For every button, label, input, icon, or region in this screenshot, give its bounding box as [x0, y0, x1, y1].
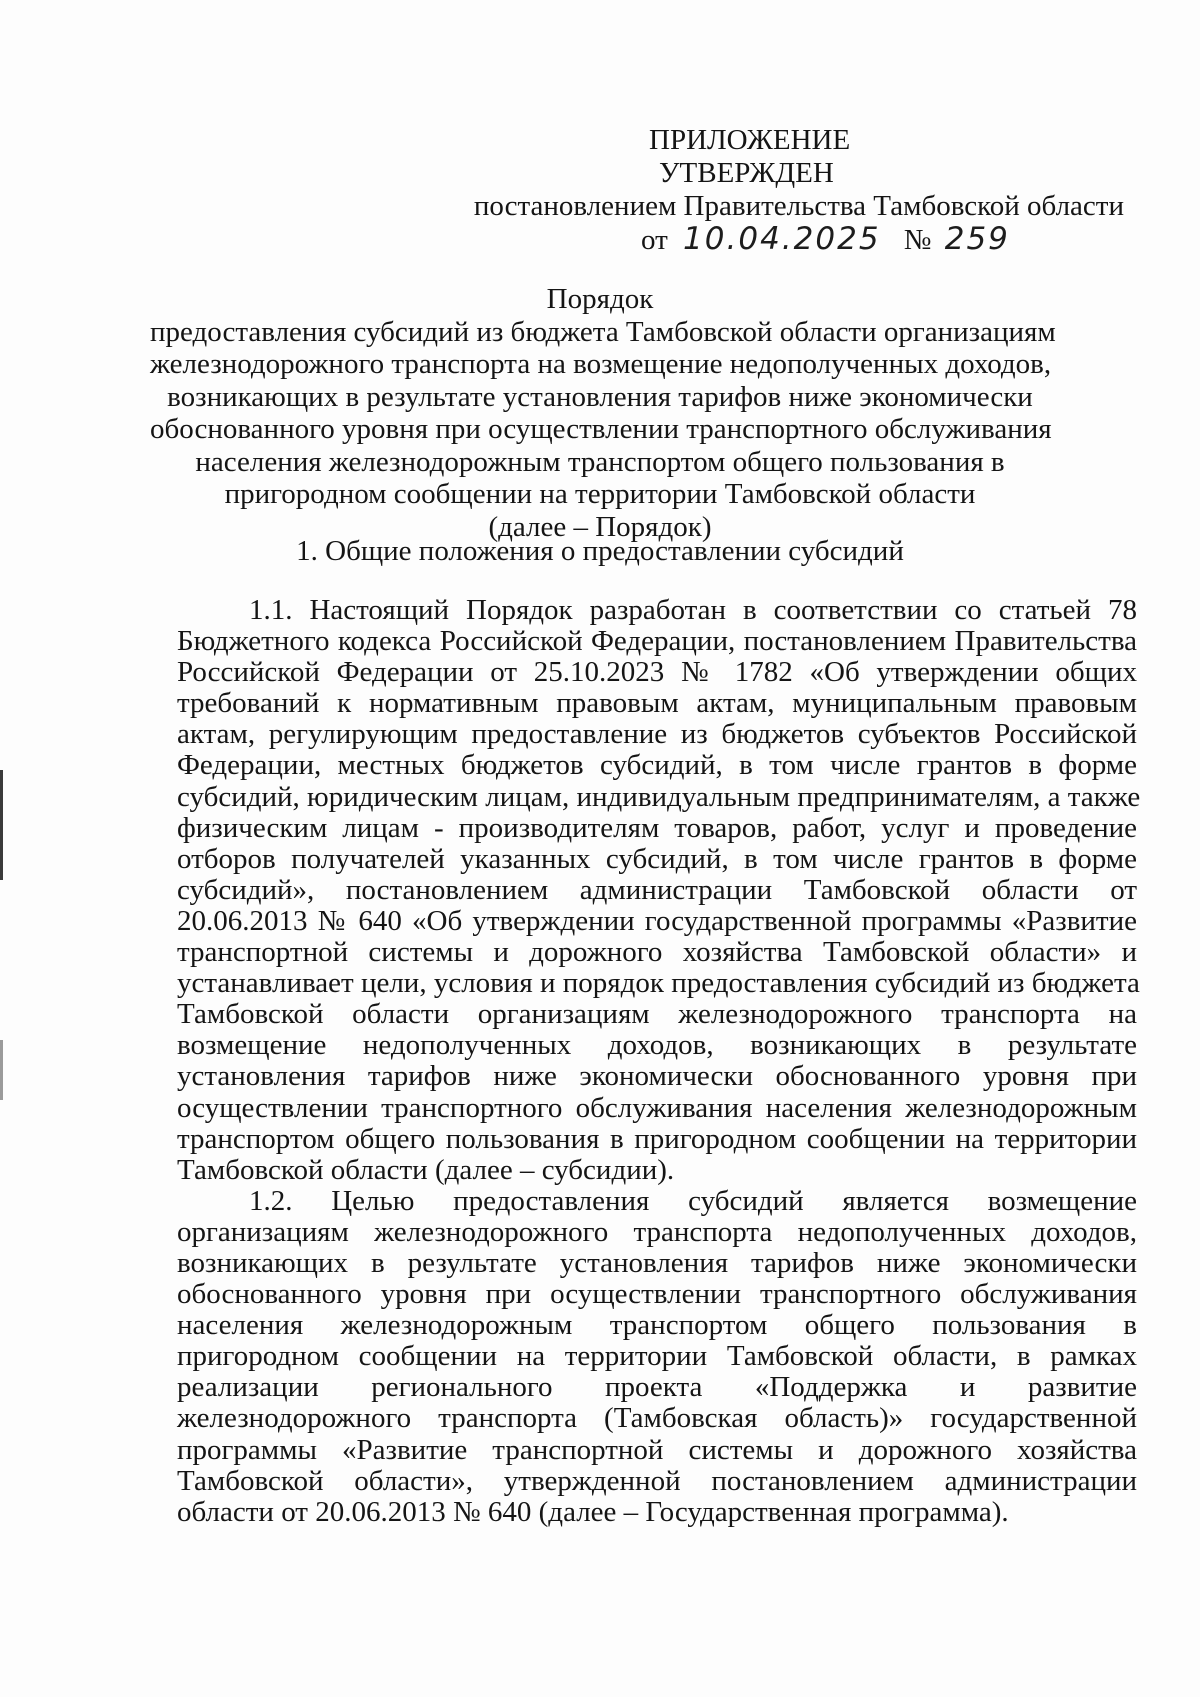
paragraph-line: требований к нормативным правовым актам, муниципальным правовым	[177, 687, 1137, 720]
title-line: обоснованного уровня при осуществлении транспортного обслуживания	[150, 413, 1052, 445]
paragraph-line: актам, регулирующим предоставление из бюджетов субъектов Российской	[177, 718, 1137, 751]
paragraph-line: субсидий, юридическим лицам, индивидуальным предпринимателям, а также	[177, 780, 1141, 813]
title-heading: Порядок	[546, 283, 654, 315]
handwritten-number: 259	[944, 221, 1010, 257]
paragraph-line: возмещение недополученных доходов, возникающих в результате	[177, 1029, 1137, 1062]
paragraph-line: осуществлении транспортного обслуживания населения железнодорожным	[177, 1091, 1137, 1124]
paragraph-line: Бюджетного кодекса Российской Федерации, постановлением Правительства	[177, 625, 1137, 658]
paragraph-line: Тамбовской области», утвержденной постановлением администрации	[177, 1464, 1137, 1497]
section-body	[177, 594, 1141, 1528]
from-label: от	[641, 224, 668, 256]
paragraph-line: физическим лицам - производителям товаров, работ, услуг и проведение	[177, 811, 1137, 844]
paragraph-line: Федерации, местных бюджетов субсидий, в том числе грантов в форме	[177, 749, 1137, 782]
paragraph-line: населения железнодорожным транспортом общего пользования в	[177, 1309, 1137, 1342]
title-line: предоставления субсидий из бюджета Тамбовской области организациям	[150, 315, 1056, 348]
paragraph-line: устанавливает цели, условия и порядок предоставления субсидий из бюджета	[177, 967, 1140, 1000]
paragraph-line: установления тарифов ниже экономически обоснованного уровня при	[177, 1060, 1137, 1093]
decree-reference: постановлением Правительства Тамбовской области	[473, 190, 1124, 222]
approved-label: УТВЕРЖДЕН	[659, 157, 834, 189]
scan-edge-mark	[0, 1040, 3, 1100]
paragraph-line: Российской Федерации от 25.10.2023 № 1782 «Об утверждении общих	[177, 656, 1137, 689]
number-label: №	[903, 224, 932, 256]
paragraph-line: программы «Развитие транспортной системы и дорожного хозяйства	[177, 1433, 1137, 1466]
title-line: (далее – Порядок)	[488, 510, 712, 543]
paragraph-line: Тамбовской области (далее – субсидии).	[177, 1153, 675, 1186]
paragraph-line: Тамбовской области организациям железнодорожного транспорта на	[177, 998, 1137, 1031]
title-line: железнодорожного транспорта на возмещение недополученных доходов,	[150, 348, 1052, 380]
handwritten-date: 10.04.2025	[683, 221, 881, 257]
paragraph-line: области от 20.06.2013 № 640 (далее – Государственная программа).	[177, 1495, 1009, 1528]
scan-edge-mark	[0, 770, 3, 880]
appendix-label: ПРИЛОЖЕНИЕ	[649, 124, 851, 156]
paragraph-line: железнодорожного транспорта (Тамбовская область)» государственной	[177, 1402, 1137, 1435]
paragraph-line: 20.06.2013 № 640 «Об утверждении государственной программы «Развитие	[177, 904, 1137, 937]
paragraph-line: транспортом общего пользования в пригородном сообщении на территории	[177, 1122, 1137, 1155]
paragraph-line: транспортной системы и дорожного хозяйства Тамбовской области» и	[177, 936, 1137, 969]
decree-date-number-row	[641, 223, 1010, 257]
paragraph-line: организациям железнодорожного транспорта недополученных доходов,	[177, 1215, 1137, 1248]
section-heading: 1. Общие положения о предоставлении субсидий	[296, 535, 904, 567]
paragraph-line: реализации регионального проекта «Поддержка и развитие	[177, 1371, 1137, 1404]
paragraph-line: субсидий», постановлением администрации Тамбовской области от	[177, 873, 1137, 906]
paragraph-line: отборов получателей указанных субсидий, в том числе грантов в форме	[177, 842, 1137, 875]
title-line: населения железнодорожным транспортом общего пользования в	[195, 445, 1005, 478]
paragraph-line: 1.2. Целью предоставления субсидий является возмещение	[249, 1184, 1137, 1217]
paragraph-line: пригородном сообщении на территории Тамбовской области, в рамках	[177, 1340, 1137, 1373]
title-line: пригородном сообщении на территории Тамбовской области	[224, 478, 976, 510]
document-title	[150, 283, 1056, 543]
paragraph-line: 1.1. Настоящий Порядок разработан в соответствии со статьей 78	[249, 594, 1137, 626]
paragraph-line: возникающих в результате установления тарифов ниже экономически	[177, 1246, 1137, 1279]
title-line: возникающих в результате установления тарифов ниже экономически	[167, 380, 1033, 413]
paragraph-line: обоснованного уровня при осуществлении транспортного обслуживания	[177, 1278, 1137, 1311]
